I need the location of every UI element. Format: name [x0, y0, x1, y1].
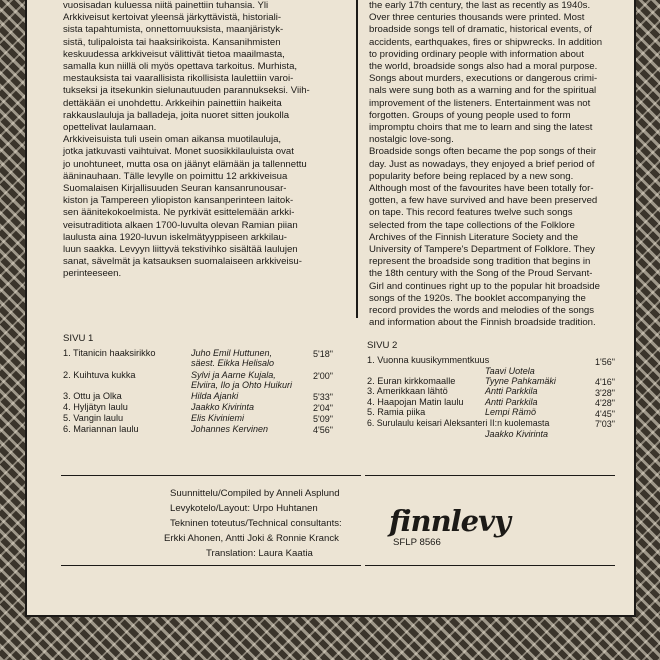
finnlevy-logo: finnlevy	[389, 504, 510, 538]
side2-title: SIVU 2	[367, 340, 398, 351]
side1-track-4: 4. Hyljätyn laulu	[63, 402, 128, 412]
catalog-number: SFLP 8566	[393, 537, 441, 548]
side1-track-5-duration: 5'09"	[313, 414, 333, 424]
side2-track-1: 1. Vuonna kuusikymmentkuus	[367, 355, 490, 365]
side2-track-6-performer: Jaakko Kivirinta	[485, 429, 549, 439]
side1-track-2-performer: Sylvi ja Aarne Kujala,	[191, 370, 276, 380]
side1-track-5: 5. Vangin laulu	[63, 413, 124, 423]
side1-track-1-performer: Juho Emil Huttunen,	[191, 348, 273, 358]
side2-track-6-duration: 7'03"	[595, 419, 615, 429]
side2-track-1-performer: Taavi Uotela	[485, 366, 535, 376]
side1-track-3: 3. Ottu ja Olka	[63, 391, 122, 401]
side1-track-1-duration: 5'18"	[313, 349, 333, 359]
side1-track-2-duration: 2'00"	[313, 371, 333, 381]
credit-layout: Levykotelo/Layout: Urpo Huhtanen	[170, 503, 318, 514]
side2-track-4: 4. Haapojan Matin laulu	[367, 397, 464, 407]
finnish-text: vuosisadan kuluessa niitä painettiin tuhansia. Yli Arkkiveisut kertoivat yleensä järkyttävistä, historiali- sista tapahtumista, onnettomuuksista, maanjäristyk- sistä, tulipaloista tai haaksirikoista. Kansanihmisten keskuudessa arkkiveisut välittivät tietoa maailmasta, samalla kun niillä oli myös opettava tarkoitus. Murhista, mestauksista tai vaarallisista rikollisista laulettiin varoi- tukseksi ja itsekunkin sielunautuuden parannukseksi. Viih- dettäkään ei unohdettu. Arkkeihin painettiin haikeita rakkauslauluja ja balladeja, joita nuoret sitten joukolla opettelivat laulamaan. Arkkiveisuista tuli usein oman aikansa muotilauluja, jotka jatkuvasti vaihtuivat. Monet suosikkilauluista ovat jo unohtuneet, mutta osa on jäänyt elämään ja tallennettu ääninauhaan. Tälle levylle on poimittu 12 arkkiveisua Suomalaisen Kirjallisuuden Seuran kansanrunousar- kiston ja Tampereen yliopiston kansanperinteen laitok- sen äänitekokoelmista. Ne pyrkivät esittelemään arkki- veisutraditiota alkaen 1700-luvulta olevan Ramian piian laulusta aina 1920-luvun iskelmätyyppiseen arkkilau- luun saakka. Levyyn liittyvä tekstivihko sisältää laulujen sanat, sävelmät ja katsauksen suomalaiseen arkkiveisu- perinteeseen.	[63, 0, 310, 280]
credits-rule-bottom-right	[365, 565, 615, 566]
credits-rule-top-right	[365, 475, 615, 476]
side1-track-5-performer: Elis Kiviniemi	[191, 413, 245, 423]
side1-track-2: 2. Kuihtuva kukka	[63, 370, 136, 380]
side1-title: SIVU 1	[63, 333, 94, 344]
side1-track-2-performer-2: Elviira, Ilo ja Ohto Huikuri	[191, 380, 293, 390]
side1-track-4-performer: Jaakko Kivirinta	[191, 402, 255, 412]
side1-track-4-duration: 2'04"	[313, 403, 333, 413]
side2-track-1-duration: 1'56"	[595, 357, 615, 367]
side1-track-1-performer-2: säest. Eikka Helisalo	[191, 358, 275, 368]
credits-rule-top-left	[61, 475, 361, 476]
english-text: the early 17th century, the last as recently as 1940s. Over three centuries thousands were printed. Most broadside songs tell of dramatic, historical events, of accidents, earthquakes, fires or shipwrecks. In addition to providing ordinary people with information about the world, broadside songs also had a moral purpose. Songs about murders, executions or dangerous crimi- nals were sung both as a warning and for the spiritual improvement of the listeners. Entertainment was not forgotten. Groups of young people used to form impromptu choirs that me to learn and sing the latest nostalgic love-song. Broadside songs often became the pop songs of their day. Just as nowadays, they enjoyed a brief period of popularity before being replaced by a new song. Although most of the favourites have been totally for- gotten, a few have survived and have been preserved on tape. This record features twelve such songs selected from the tape collections of the Folklore Archives of the Finnish Literature Society and the University of Tampere's Department of Folklore. They represent the broadside song tradition that begins in the 18th century with the Song of the Proud Servant- Girl and continues right up to the popular hit broadside songs of the 1920s. The booklet accompanying the record provides the words and melodies of the songs and information about the Finnish broadside tradition.	[369, 0, 603, 329]
side2-track-5-duration: 4'45"	[595, 409, 615, 419]
side2-track-5: 5. Ramia piika	[367, 407, 426, 417]
liner-notes-sheet	[25, 0, 636, 617]
credit-translation: Translation: Laura Kaatia	[206, 548, 313, 559]
credit-consultants: Erkki Ahonen, Antti Joki & Ronnie Kranck	[164, 533, 339, 544]
credit-technical: Tekninen toteutus/Technical consultants:	[170, 518, 342, 529]
side2-track-3-duration: 3'28"	[595, 388, 615, 398]
side1-track-6-performer: Johannes Kervinen	[191, 424, 269, 434]
side2-track-4-performer: Antti Parkkila	[485, 397, 538, 407]
side1-track-6: 6. Mariannan laulu	[63, 424, 139, 434]
side2-track-2-duration: 4'16"	[595, 377, 615, 387]
credits-rule-bottom-left	[61, 565, 361, 566]
side2-track-2-performer: Tyyne Pahkamäki	[485, 376, 556, 386]
side2-track-3: 3. Amerikkaan lähtö	[367, 386, 448, 396]
side1-track-1: 1. Titanicin haaksirikko	[63, 348, 156, 358]
side2-track-2: 2. Euran kirkkomaalle	[367, 376, 456, 386]
side2-track-5-performer: Lempi Rämö	[485, 407, 537, 417]
side1-track-6-duration: 4'56"	[313, 425, 333, 435]
side1-track-3-duration: 5'33"	[313, 392, 333, 402]
side2-track-6: 6. Surulaulu keisari Aleksanteri II:n kuolemasta	[367, 418, 550, 428]
side2-track-4-duration: 4'28"	[595, 398, 615, 408]
side2-track-3-performer: Antti Parkkila	[485, 386, 538, 396]
side1-track-3-performer: Hilda Ajanki	[191, 391, 239, 401]
column-divider	[356, 0, 358, 318]
credit-compiled: Suunnittelu/Compiled by Anneli Asplund	[170, 488, 340, 499]
